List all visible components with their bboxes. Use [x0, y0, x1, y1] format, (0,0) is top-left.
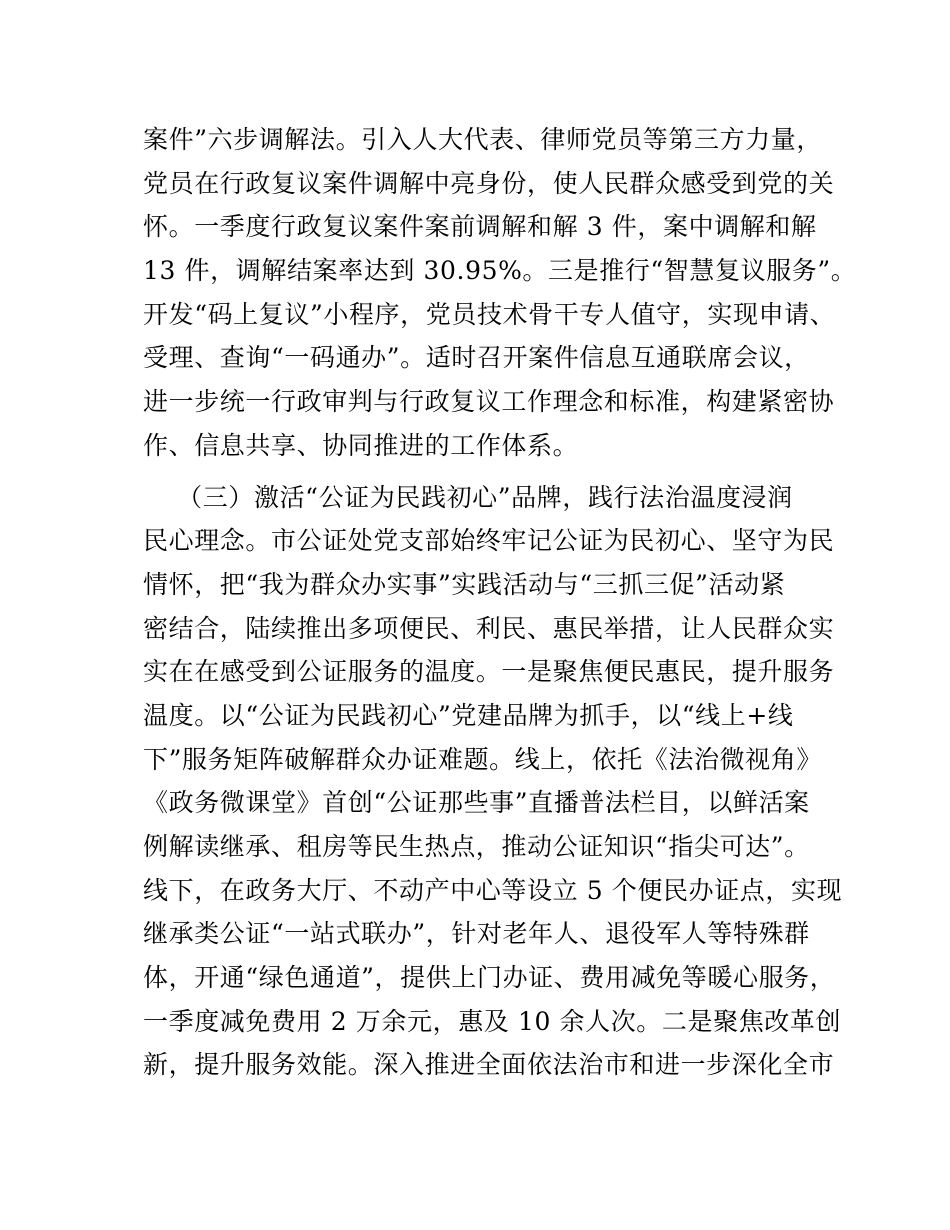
text-line: 一季度减免费用 2 万余元，惠及 10 余人次。二是聚焦改革创 [143, 1006, 842, 1036]
text-line: 党员在行政复议案件调解中亮身份，使人民群众感受到党的关 [143, 168, 835, 198]
text-line: 《政务微课堂》首创“公证那些事”直播普法栏目，以鲜活案 [143, 788, 810, 818]
paragraph-administrative-review [143, 118, 857, 468]
text-line: 情怀，把“我为群众办实事”实践活动与“三抓三促”活动紧 [143, 569, 786, 599]
text-line: 民心理念。市公证处党支部始终牢记公证为民初心、坚守为民 [143, 526, 835, 556]
document-body [143, 118, 857, 1087]
text-line: 例解读继承、租房等民生热点，推动公证知识“指尖可达”。 [143, 832, 810, 861]
text-line: 密结合，陆续推出多项便民、利民、惠民举措，让人民群众实 [143, 613, 835, 643]
text-line: 体，开通“绿色通道”，提供上门办证、费用减免等暖心服务， [143, 963, 836, 993]
text-line: 新，提升服务效能。深入推进全面依法治市和进一步深化全市 [143, 1050, 835, 1080]
text-line: 下”服务矩阵破解群众办证难题。线上，依托《法治微视角》 [143, 744, 822, 774]
text-line: 进一步统一行政审判与行政复议工作理念和标准，构建紧密协 [143, 387, 835, 417]
text-line: 继承类公证“一站式联办”，针对老年人、退役军人等特殊群 [143, 919, 810, 949]
text-line: 案件”六步调解法。引入人大代表、律师党员等第三方力量， [143, 125, 822, 154]
text-line: （三）激活“公证为民践初心”品牌，践行法治温度浸润 [143, 482, 793, 512]
text-line: 开发“码上复议”小程序，党员技术骨干专人值守，实现申请、 [143, 299, 836, 329]
text-line: 温度。以“公证为民践初心”党建品牌为抓手，以“线上+线 [143, 700, 794, 730]
paragraph-notary-brand [143, 476, 843, 1088]
text-line: 作、信息共享、协同推进的工作体系。 [143, 430, 579, 460]
text-line: 怀。一季度行政复议案件案前调解和解 3 件，案中调解和解 [143, 212, 817, 242]
text-line: 13 件，调解结案率达到 30.95%。三是推行“智慧复议服务”。 [143, 256, 857, 286]
text-line: 受理、查询“一码通办”。适时召开案件信息互通联席会议， [143, 343, 810, 373]
text-line: 实在在感受到公证服务的温度。一是聚焦便民惠民，提升服务 [143, 657, 835, 687]
text-line: 线下，在政务大厅、不动产中心等设立 5 个便民办证点，实现 [143, 875, 843, 905]
